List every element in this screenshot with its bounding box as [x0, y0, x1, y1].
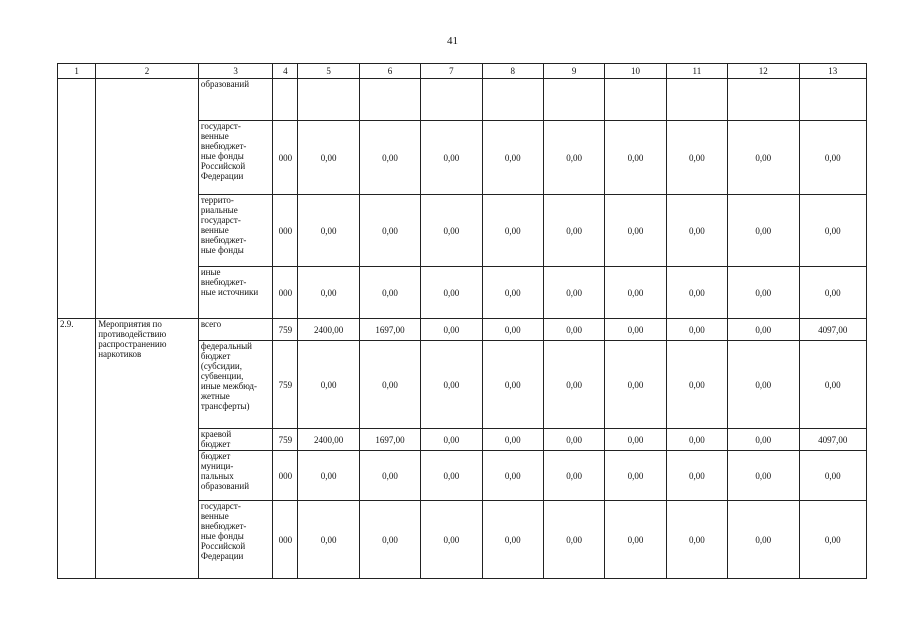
column-number: 11	[666, 64, 727, 79]
amount-cell	[298, 79, 359, 121]
funding-source-label: краевой бюджет	[198, 429, 272, 451]
amount-cell: 0,00	[482, 121, 543, 195]
amount-cell: 0,00	[666, 121, 727, 195]
item-title-cell	[96, 79, 199, 319]
amount-cell: 0,00	[605, 319, 666, 341]
column-number: 9	[543, 64, 604, 79]
funding-source-label: террито- риальные государст- венные внебюджет- ные фонды	[198, 195, 272, 267]
amount-cell: 0,00	[605, 121, 666, 195]
amount-cell: 0,00	[799, 341, 866, 429]
budget-code: 000	[273, 451, 298, 501]
column-number: 3	[198, 64, 272, 79]
amount-cell: 0,00	[482, 195, 543, 267]
item-title: Мероприятия по противодействию распространению наркотиков	[96, 319, 199, 579]
amount-cell: 0,00	[799, 121, 866, 195]
amount-cell	[605, 79, 666, 121]
amount-cell: 0,00	[666, 501, 727, 579]
budget-code	[273, 79, 298, 121]
amount-cell: 0,00	[605, 195, 666, 267]
amount-cell	[482, 79, 543, 121]
budget-code: 000	[273, 195, 298, 267]
item-number: 2.9.	[58, 319, 96, 579]
amount-cell: 0,00	[543, 429, 604, 451]
amount-cell: 0,00	[421, 501, 482, 579]
amount-cell: 0,00	[543, 501, 604, 579]
amount-cell: 0,00	[543, 267, 604, 319]
column-number: 5	[298, 64, 359, 79]
table-row	[58, 319, 867, 341]
column-number: 8	[482, 64, 543, 79]
amount-cell: 0,00	[421, 429, 482, 451]
amount-cell: 0,00	[728, 121, 799, 195]
column-number: 12	[728, 64, 799, 79]
amount-cell: 0,00	[298, 195, 359, 267]
budget-code: 000	[273, 121, 298, 195]
amount-cell: 1697,00	[359, 429, 420, 451]
column-number: 1	[58, 64, 96, 79]
column-number-row	[58, 64, 867, 79]
amount-cell: 0,00	[799, 267, 866, 319]
funding-source-label: иные внебюджет- ные источники	[198, 267, 272, 319]
amount-cell	[421, 79, 482, 121]
budget-code: 759	[273, 429, 298, 451]
amount-cell: 0,00	[421, 341, 482, 429]
amount-cell: 0,00	[666, 451, 727, 501]
amount-cell: 0,00	[359, 501, 420, 579]
amount-cell: 0,00	[359, 341, 420, 429]
amount-cell: 0,00	[728, 267, 799, 319]
column-number: 10	[605, 64, 666, 79]
budget-code: 000	[273, 501, 298, 579]
amount-cell: 0,00	[605, 341, 666, 429]
amount-cell: 0,00	[728, 195, 799, 267]
budget-code: 759	[273, 341, 298, 429]
funding-source-label: всего	[198, 319, 272, 341]
amount-cell: 0,00	[605, 501, 666, 579]
funding-source-label: федеральный бюджет (субсидии, субвенции, иные межбюд- жетные трансферты)	[198, 341, 272, 429]
funding-source-label: образований	[198, 79, 272, 121]
amount-cell: 0,00	[421, 267, 482, 319]
column-number: 6	[359, 64, 420, 79]
amount-cell: 0,00	[799, 451, 866, 501]
table-row	[58, 79, 867, 121]
amount-cell: 0,00	[298, 341, 359, 429]
amount-cell: 0,00	[666, 195, 727, 267]
amount-cell: 0,00	[359, 267, 420, 319]
budget-code: 000	[273, 267, 298, 319]
amount-cell: 0,00	[666, 319, 727, 341]
amount-cell: 0,00	[543, 451, 604, 501]
amount-cell: 0,00	[605, 267, 666, 319]
amount-cell: 0,00	[728, 501, 799, 579]
amount-cell	[666, 79, 727, 121]
amount-cell: 0,00	[482, 319, 543, 341]
amount-cell: 4097,00	[799, 319, 866, 341]
amount-cell: 0,00	[666, 341, 727, 429]
amount-cell: 0,00	[482, 267, 543, 319]
amount-cell: 0,00	[543, 121, 604, 195]
amount-cell: 0,00	[298, 501, 359, 579]
amount-cell	[543, 79, 604, 121]
budget-code: 759	[273, 319, 298, 341]
amount-cell: 0,00	[543, 319, 604, 341]
amount-cell: 0,00	[605, 451, 666, 501]
amount-cell: 0,00	[543, 341, 604, 429]
amount-cell	[359, 79, 420, 121]
amount-cell: 0,00	[728, 429, 799, 451]
column-number: 4	[273, 64, 298, 79]
amount-cell: 0,00	[666, 267, 727, 319]
amount-cell: 0,00	[799, 195, 866, 267]
amount-cell: 0,00	[298, 451, 359, 501]
amount-cell: 0,00	[421, 451, 482, 501]
amount-cell: 0,00	[359, 195, 420, 267]
funding-source-label: государст- венные внебюджет- ные фонды Российской Федерации	[198, 121, 272, 195]
funding-source-label: государст- венные внебюджет- ные фонды Российской Федерации	[198, 501, 272, 579]
amount-cell: 0,00	[359, 121, 420, 195]
table-body	[58, 79, 867, 579]
column-number: 2	[96, 64, 199, 79]
amount-cell: 0,00	[728, 319, 799, 341]
amount-cell: 0,00	[421, 195, 482, 267]
amount-cell: 0,00	[359, 451, 420, 501]
amount-cell: 4097,00	[799, 429, 866, 451]
amount-cell: 0,00	[421, 319, 482, 341]
amount-cell: 0,00	[298, 121, 359, 195]
amount-cell: 0,00	[482, 501, 543, 579]
item-number-cell	[58, 79, 96, 319]
amount-cell: 2400,00	[298, 429, 359, 451]
amount-cell: 2400,00	[298, 319, 359, 341]
amount-cell	[799, 79, 866, 121]
amount-cell: 0,00	[298, 267, 359, 319]
amount-cell: 0,00	[799, 501, 866, 579]
amount-cell: 0,00	[543, 195, 604, 267]
amount-cell: 0,00	[482, 429, 543, 451]
amount-cell: 0,00	[482, 341, 543, 429]
amount-cell: 0,00	[482, 451, 543, 501]
column-number: 13	[799, 64, 866, 79]
funding-source-label: бюджет муници- пальных образований	[198, 451, 272, 501]
amount-cell: 0,00	[666, 429, 727, 451]
budget-table	[57, 63, 867, 579]
amount-cell: 0,00	[605, 429, 666, 451]
page-number: 41	[447, 35, 458, 47]
amount-cell: 0,00	[728, 451, 799, 501]
amount-cell: 0,00	[728, 341, 799, 429]
column-number: 7	[421, 64, 482, 79]
amount-cell: 0,00	[421, 121, 482, 195]
amount-cell: 1697,00	[359, 319, 420, 341]
amount-cell	[728, 79, 799, 121]
